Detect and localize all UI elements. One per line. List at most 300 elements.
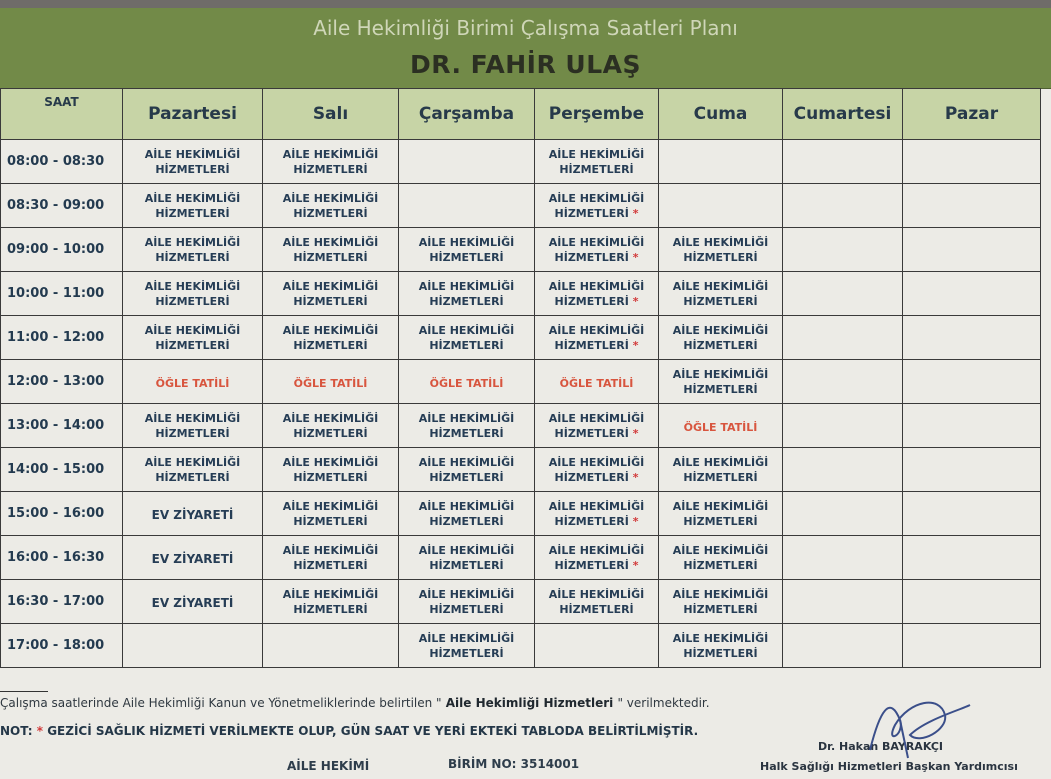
service-line: AİLE HEKİMLİĞİ <box>418 455 515 469</box>
lunch-break: ÖĞLE TATİLİ <box>683 421 758 434</box>
service-line <box>399 250 534 265</box>
schedule-cell <box>903 184 1041 228</box>
service-line <box>535 470 658 485</box>
schedule-table <box>0 88 1041 668</box>
service-line: AİLE HEKİMLİĞİ <box>144 455 241 469</box>
schedule-cell <box>903 140 1041 184</box>
service-line <box>263 602 398 617</box>
schedule-cell <box>399 184 535 228</box>
service-entry <box>263 147 398 177</box>
service-line-text: HİZMETLERİ <box>683 250 758 264</box>
schedule-cell <box>123 228 263 272</box>
service-line-text: HİZMETLERİ <box>429 338 504 352</box>
service-line <box>535 294 658 309</box>
service-line-text: HİZMETLERİ <box>683 514 758 528</box>
service-line <box>399 338 534 353</box>
service-line <box>263 558 398 573</box>
service-line-text: HİZMETLERİ <box>429 426 504 440</box>
column-header: Pazartesi <box>123 89 263 140</box>
schedule-cell <box>659 184 783 228</box>
schedule-cell <box>783 140 903 184</box>
schedule-cell <box>659 140 783 184</box>
service-line: AİLE HEKİMLİĞİ <box>548 499 645 513</box>
schedule-cell <box>399 316 535 360</box>
time-slot: 08:30 - 09:00 <box>1 184 123 228</box>
service-line: AİLE HEKİMLİĞİ <box>548 147 645 161</box>
service-line-text: HİZMETLERİ <box>683 646 758 660</box>
service-line-text: HİZMETLERİ <box>293 602 368 616</box>
schedule-cell <box>263 272 399 316</box>
schedule-cell <box>535 448 659 492</box>
service-line-text: HİZMETLERİ <box>429 250 504 264</box>
service-entry <box>535 147 658 177</box>
schedule-cell <box>535 228 659 272</box>
service-entry <box>123 455 262 485</box>
schedule-cell <box>659 536 783 580</box>
service-line-text: HİZMETLERİ <box>293 162 368 176</box>
schedule-cell <box>263 316 399 360</box>
not-label: NOT: <box>0 724 37 738</box>
service-line <box>263 162 398 177</box>
schedule-row <box>1 140 1041 184</box>
service-line <box>123 206 262 221</box>
service-entry <box>263 455 398 485</box>
mobile-marker-star: * <box>632 426 639 440</box>
service-line-text: HİZMETLERİ <box>155 426 230 440</box>
time-slot: 17:00 - 18:00 <box>1 624 123 668</box>
service-entry <box>263 543 398 573</box>
schedule-cell <box>123 140 263 184</box>
service-entry <box>399 455 534 485</box>
service-line: AİLE HEKİMLİĞİ <box>418 499 515 513</box>
service-line-text: HİZMETLERİ <box>429 558 504 572</box>
schedule-cell <box>783 404 903 448</box>
service-entry <box>263 411 398 441</box>
mobile-service-note <box>0 724 698 738</box>
schedule-sheet <box>0 8 1051 779</box>
service-entry <box>399 587 534 617</box>
time-slot: 10:00 - 11:00 <box>1 272 123 316</box>
service-line-text: HİZMETLERİ <box>554 558 629 572</box>
schedule-cell <box>783 580 903 624</box>
service-line: AİLE HEKİMLİĞİ <box>672 367 769 381</box>
schedule-cell <box>783 228 903 272</box>
service-line-text: HİZMETLERİ <box>683 338 758 352</box>
service-line: AİLE HEKİMLİĞİ <box>672 455 769 469</box>
schedule-cell <box>263 448 399 492</box>
service-line <box>535 338 658 353</box>
schedule-cell <box>535 184 659 228</box>
service-entry <box>659 499 782 529</box>
schedule-cell <box>399 492 535 536</box>
service-entry <box>399 499 534 529</box>
service-line: AİLE HEKİMLİĞİ <box>418 631 515 645</box>
schedule-cell <box>123 624 263 668</box>
note-text: Çalışma saatlerinde Aile Hekimliği Kanun ve Yönetmeliklerinde belirtilen " <box>0 696 442 710</box>
service-line-text: HİZMETLERİ <box>554 426 629 440</box>
service-line <box>123 294 262 309</box>
service-line: AİLE HEKİMLİĞİ <box>282 499 379 513</box>
mobile-marker-star: * <box>632 206 639 220</box>
service-line: AİLE HEKİMLİĞİ <box>282 543 379 557</box>
schedule-cell <box>123 580 263 624</box>
service-line: AİLE HEKİMLİĞİ <box>418 235 515 249</box>
service-entry <box>263 235 398 265</box>
service-line <box>263 338 398 353</box>
schedule-cell <box>903 492 1041 536</box>
service-line: AİLE HEKİMLİĞİ <box>418 411 515 425</box>
service-line <box>263 470 398 485</box>
service-entry <box>263 499 398 529</box>
service-line: AİLE HEKİMLİĞİ <box>282 587 379 601</box>
service-line <box>535 514 658 529</box>
service-entry <box>123 191 262 221</box>
service-line: AİLE HEKİMLİĞİ <box>282 279 379 293</box>
schedule-row <box>1 580 1041 624</box>
service-line <box>123 426 262 441</box>
schedule-cell <box>535 492 659 536</box>
column-header: Pazar <box>903 89 1041 140</box>
home-visit: EV ZİYARETİ <box>151 596 234 610</box>
mobile-marker-star: * <box>632 514 639 528</box>
service-line-text: HİZMETLERİ <box>683 294 758 308</box>
signature-scribble <box>850 690 990 760</box>
service-line <box>399 558 534 573</box>
title-banner <box>0 8 1051 89</box>
hours-note <box>0 696 710 710</box>
schedule-row <box>1 536 1041 580</box>
service-line: AİLE HEKİMLİĞİ <box>282 235 379 249</box>
service-line-text: HİZMETLERİ <box>559 602 634 616</box>
schedule-row <box>1 184 1041 228</box>
service-line-text: HİZMETLERİ <box>155 294 230 308</box>
divider <box>0 691 48 692</box>
service-line: AİLE HEKİMLİĞİ <box>548 279 645 293</box>
service-line: AİLE HEKİMLİĞİ <box>282 147 379 161</box>
service-entry <box>399 631 534 661</box>
schedule-cell <box>535 624 659 668</box>
schedule-cell <box>123 360 263 404</box>
schedule-row <box>1 404 1041 448</box>
time-slot: 13:00 - 14:00 <box>1 404 123 448</box>
service-line: AİLE HEKİMLİĞİ <box>144 411 241 425</box>
service-line: AİLE HEKİMLİĞİ <box>144 323 241 337</box>
schedule-cell <box>903 404 1041 448</box>
schedule-cell <box>123 316 263 360</box>
mobile-marker-star: * <box>632 558 639 572</box>
schedule-row <box>1 360 1041 404</box>
service-line-text: HİZMETLERİ <box>429 602 504 616</box>
home-visit: EV ZİYARETİ <box>151 508 234 522</box>
note-text-end: " verilmektedir. <box>617 696 710 710</box>
service-entry <box>399 235 534 265</box>
service-entry <box>263 323 398 353</box>
service-line <box>659 558 782 573</box>
column-header: Cumartesi <box>783 89 903 140</box>
signer-title: AİLE HEKİMİ <box>287 759 370 773</box>
service-line <box>659 602 782 617</box>
service-line <box>263 250 398 265</box>
service-line-text: HİZMETLERİ <box>429 294 504 308</box>
schedule-row <box>1 492 1041 536</box>
service-line <box>659 250 782 265</box>
schedule-cell <box>123 404 263 448</box>
service-entry <box>535 279 658 309</box>
service-line-text: HİZMETLERİ <box>683 470 758 484</box>
service-line: AİLE HEKİMLİĞİ <box>672 279 769 293</box>
service-entry <box>535 191 658 221</box>
schedule-cell <box>783 184 903 228</box>
service-line: AİLE HEKİMLİĞİ <box>548 543 645 557</box>
schedule-row <box>1 228 1041 272</box>
service-entry <box>399 323 534 353</box>
service-line-text: HİZMETLERİ <box>293 470 368 484</box>
service-line <box>535 558 658 573</box>
service-entry <box>659 587 782 617</box>
schedule-cell <box>399 404 535 448</box>
note-bold: Aile Hekimliği Hizmetleri <box>441 696 618 710</box>
service-entry <box>659 543 782 573</box>
service-line <box>123 470 262 485</box>
schedule-cell <box>123 184 263 228</box>
schedule-row <box>1 624 1041 668</box>
schedule-cell <box>399 448 535 492</box>
schedule-cell <box>903 360 1041 404</box>
service-entry <box>659 455 782 485</box>
mobile-marker-star: * <box>632 294 639 308</box>
schedule-cell <box>263 184 399 228</box>
service-line: AİLE HEKİMLİĞİ <box>672 323 769 337</box>
service-line <box>659 470 782 485</box>
service-line-text: HİZMETLERİ <box>293 338 368 352</box>
service-line <box>535 250 658 265</box>
schedule-cell <box>399 580 535 624</box>
schedule-row <box>1 272 1041 316</box>
time-slot: 15:00 - 16:00 <box>1 492 123 536</box>
service-line-text: HİZMETLERİ <box>155 470 230 484</box>
schedule-cell <box>903 536 1041 580</box>
lunch-break: ÖĞLE TATİLİ <box>155 377 230 390</box>
service-line <box>399 602 534 617</box>
schedule-cell <box>263 360 399 404</box>
schedule-row <box>1 316 1041 360</box>
schedule-cell <box>399 624 535 668</box>
service-line: AİLE HEKİMLİĞİ <box>548 191 645 205</box>
schedule-cell <box>783 360 903 404</box>
service-line <box>659 514 782 529</box>
service-entry <box>659 279 782 309</box>
service-entry <box>399 543 534 573</box>
service-line <box>263 426 398 441</box>
schedule-cell <box>659 404 783 448</box>
schedule-cell <box>783 536 903 580</box>
schedule-cell <box>903 316 1041 360</box>
service-entry <box>535 499 658 529</box>
schedule-cell <box>399 536 535 580</box>
service-line <box>399 646 534 661</box>
column-header: Cuma <box>659 89 783 140</box>
time-slot: 14:00 - 15:00 <box>1 448 123 492</box>
schedule-cell <box>659 448 783 492</box>
schedule-cell <box>659 580 783 624</box>
service-line <box>263 206 398 221</box>
schedule-cell <box>263 492 399 536</box>
plan-title: Aile Hekimliği Birimi Çalışma Saatleri Planı <box>313 16 738 40</box>
time-slot: 16:30 - 17:00 <box>1 580 123 624</box>
mobile-marker-star: * <box>632 470 639 484</box>
schedule-cell <box>399 228 535 272</box>
service-line-text: HİZMETLERİ <box>429 514 504 528</box>
service-line: AİLE HEKİMLİĞİ <box>282 411 379 425</box>
service-line: AİLE HEKİMLİĞİ <box>144 235 241 249</box>
service-line-text: HİZMETLERİ <box>293 206 368 220</box>
service-line <box>659 646 782 661</box>
service-entry <box>123 411 262 441</box>
schedule-cell <box>399 140 535 184</box>
service-line-text: HİZMETLERİ <box>293 514 368 528</box>
home-visit: EV ZİYARETİ <box>151 552 234 566</box>
schedule-cell <box>535 140 659 184</box>
schedule-cell <box>903 580 1041 624</box>
service-line <box>263 294 398 309</box>
column-header: Çarşamba <box>399 89 535 140</box>
lunch-break: ÖĞLE TATİLİ <box>429 377 504 390</box>
schedule-row <box>1 448 1041 492</box>
service-line: AİLE HEKİMLİĞİ <box>282 191 379 205</box>
schedule-cell <box>783 492 903 536</box>
service-entry <box>263 279 398 309</box>
unit-number: BİRİM NO: 3514001 <box>448 757 580 771</box>
service-line-text: HİZMETLERİ <box>554 514 629 528</box>
service-line-text: HİZMETLERİ <box>293 558 368 572</box>
service-line: AİLE HEKİMLİĞİ <box>672 499 769 513</box>
service-line <box>123 162 262 177</box>
schedule-cell <box>659 492 783 536</box>
schedule-cell <box>535 580 659 624</box>
schedule-cell <box>783 272 903 316</box>
schedule-cell <box>399 360 535 404</box>
service-entry <box>659 323 782 353</box>
service-entry <box>535 587 658 617</box>
service-line: AİLE HEKİMLİĞİ <box>672 587 769 601</box>
marker-star: * <box>36 724 44 738</box>
service-line: AİLE HEKİMLİĞİ <box>548 411 645 425</box>
service-line <box>535 206 658 221</box>
lunch-break: ÖĞLE TATİLİ <box>293 377 368 390</box>
schedule-cell <box>783 624 903 668</box>
service-line <box>399 426 534 441</box>
service-line: AİLE HEKİMLİĞİ <box>418 323 515 337</box>
service-line <box>399 294 534 309</box>
schedule-cell <box>263 140 399 184</box>
schedule-cell <box>535 272 659 316</box>
service-line-text: HİZMETLERİ <box>155 162 230 176</box>
service-line: AİLE HEKİMLİĞİ <box>548 323 645 337</box>
service-line: AİLE HEKİMLİĞİ <box>418 279 515 293</box>
service-line <box>535 602 658 617</box>
service-line-text: HİZMETLERİ <box>559 162 634 176</box>
service-line-text: HİZMETLERİ <box>429 646 504 660</box>
schedule-cell <box>783 316 903 360</box>
service-entry <box>123 147 262 177</box>
column-header: Perşembe <box>535 89 659 140</box>
schedule-cell <box>659 228 783 272</box>
schedule-cell <box>263 536 399 580</box>
schedule-cell <box>903 448 1041 492</box>
service-line: AİLE HEKİMLİĞİ <box>144 279 241 293</box>
service-entry <box>263 191 398 221</box>
service-line: AİLE HEKİMLİĞİ <box>418 543 515 557</box>
service-line-text: HİZMETLERİ <box>554 470 629 484</box>
time-slot: 11:00 - 12:00 <box>1 316 123 360</box>
service-entry <box>123 323 262 353</box>
time-slot: 09:00 - 10:00 <box>1 228 123 272</box>
mobile-marker-star: * <box>632 338 639 352</box>
service-entry <box>535 543 658 573</box>
schedule-cell <box>535 536 659 580</box>
service-line-text: HİZMETLERİ <box>155 206 230 220</box>
service-line <box>659 338 782 353</box>
service-line-text: HİZMETLERİ <box>554 294 629 308</box>
schedule-cell <box>659 360 783 404</box>
service-entry <box>399 411 534 441</box>
service-line-text: HİZMETLERİ <box>554 250 629 264</box>
service-entry <box>535 455 658 485</box>
schedule-cell <box>783 448 903 492</box>
schedule-cell <box>123 492 263 536</box>
column-header: Salı <box>263 89 399 140</box>
service-line-text: HİZMETLERİ <box>683 602 758 616</box>
schedule-body <box>1 140 1041 668</box>
service-entry <box>123 235 262 265</box>
service-entry <box>535 235 658 265</box>
schedule-cell <box>263 404 399 448</box>
service-line: AİLE HEKİMLİĞİ <box>548 455 645 469</box>
schedule-cell <box>659 316 783 360</box>
service-line <box>535 162 658 177</box>
service-line-text: HİZMETLERİ <box>293 250 368 264</box>
service-entry <box>659 631 782 661</box>
service-entry <box>263 587 398 617</box>
service-line <box>123 338 262 353</box>
service-line-text: HİZMETLERİ <box>554 206 629 220</box>
service-line <box>659 382 782 397</box>
schedule-cell <box>659 272 783 316</box>
service-line: AİLE HEKİMLİĞİ <box>548 235 645 249</box>
service-line: AİLE HEKİMLİĞİ <box>672 235 769 249</box>
schedule-cell <box>535 404 659 448</box>
service-line: AİLE HEKİMLİĞİ <box>548 587 645 601</box>
header-row <box>1 89 1041 140</box>
service-line-text: HİZMETLERİ <box>429 470 504 484</box>
official-role: Halk Sağlığı Hizmetleri Başkan Yardımcısı <box>760 760 1018 773</box>
schedule-cell <box>903 272 1041 316</box>
schedule-cell <box>535 360 659 404</box>
service-line: AİLE HEKİMLİĞİ <box>672 631 769 645</box>
service-line <box>123 250 262 265</box>
schedule-cell <box>903 624 1041 668</box>
service-line-text: HİZMETLERİ <box>293 294 368 308</box>
schedule-cell <box>903 228 1041 272</box>
service-line: AİLE HEKİMLİĞİ <box>418 587 515 601</box>
service-line: AİLE HEKİMLİĞİ <box>282 323 379 337</box>
service-line <box>399 514 534 529</box>
official-name: Dr. Hakan BAYRAKÇI <box>818 740 944 753</box>
mobile-marker-star: * <box>632 250 639 264</box>
service-entry <box>535 323 658 353</box>
schedule-cell <box>123 536 263 580</box>
schedule-cell <box>263 624 399 668</box>
